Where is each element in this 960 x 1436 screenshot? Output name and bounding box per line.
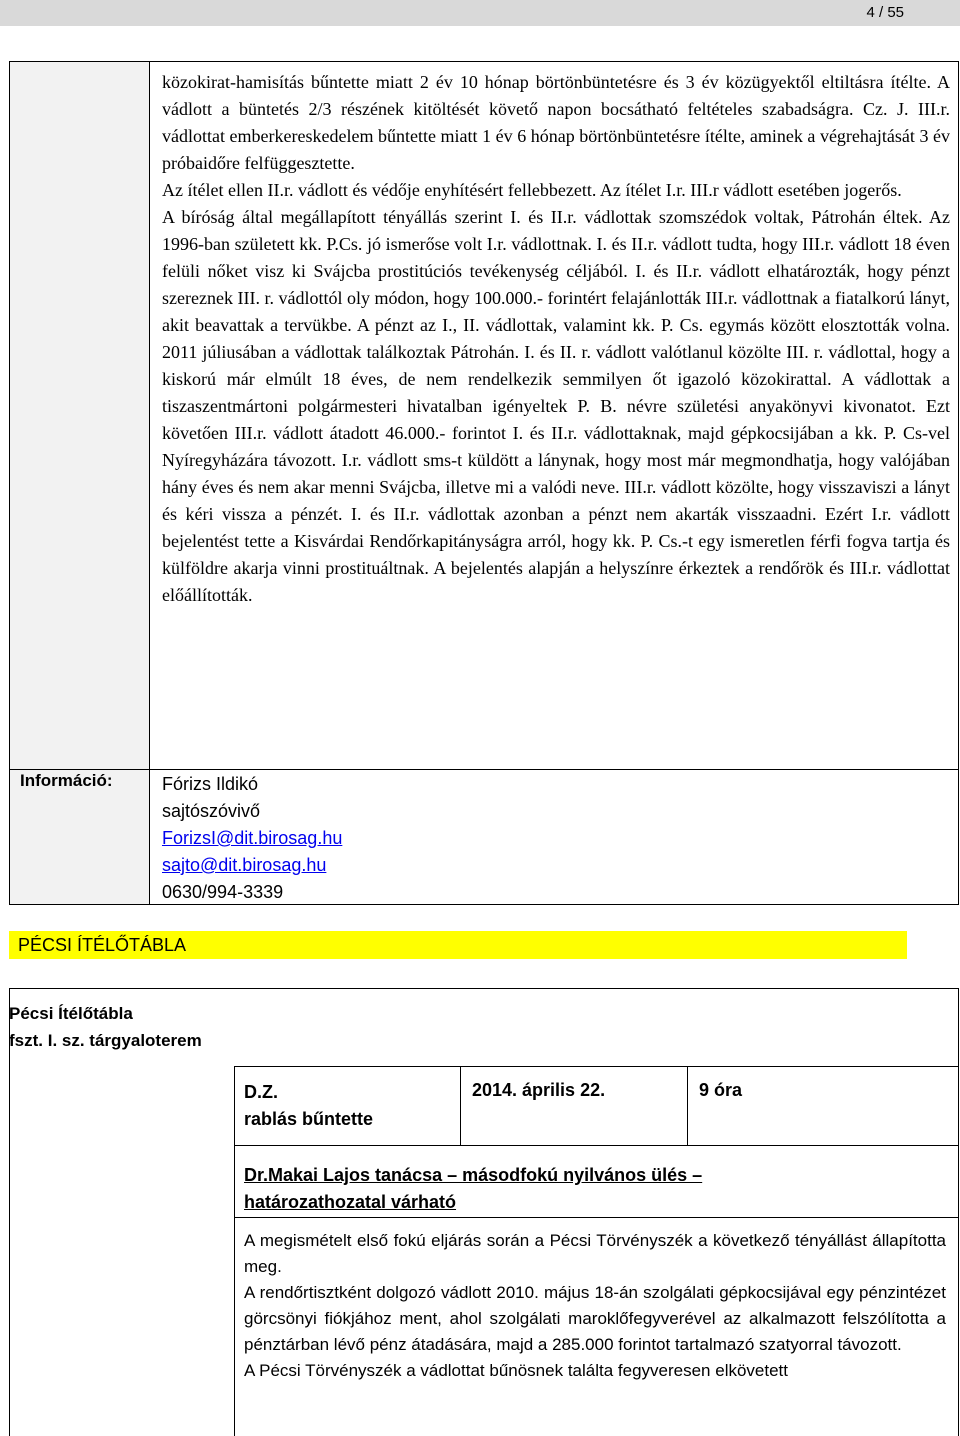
case-crime: rablás bűntette	[244, 1109, 374, 1129]
case-description	[244, 1228, 946, 1384]
summary-paragraph: A bíróság által megállapított tényállás szerint I. és II.r. vádlottak szomszédok voltak, Pátrohán éltek. Az 1996-ban született kk. P.Cs. jó ismerőse volt I.r. vádlottnak. I. és II.r. vádlott tudta, hogy III.r. vádlott 18 éven felüli nőket visz ki Svájcba prostitúciós tevékenység céljából. I. és II.r. vádlott elhatározták, hogy pénzt szereznek III. r. vádlottól oly módon, hogy 100.000.- forintért felajánlották III.r. vádlottnak a fiatalkorú lányt, akit beavattak a tervükbe. A pénzt az I., II. vádlottak, valamint kk. P. Cs. egymás között elosztották volna. 2011 júliusában a vádlottak találkoztak Pátrohán. I. és II. r. vádlott valótlanul közölte III. r. vádlottal, hogy a kiskorú már elmúlt 18 éves, de nem rendelkezik semmilyen őt igazoló közokirattal. A vádlottak a tiszaszentmártoni polgármesteri hivatalban igényeltek P. B. névre születési anyakönyvi kivonatot. Ezt követően III.r. vádlott átadott 46.000.- forintot I. és II.r. vádlottaknak, majd gépkocsijában a kk. P. Cs-vel Nyíregyházára távozott. I.r. vádlott sms-t küldött a lánynak, hogy most már megmondhatja, hogy valójában hány éves és nem akar menni Svájcba, illetve mi a valódi neve. III.r. vádlott közölte, hogy visszaviszi a lányt és kéri vissza a pénzét. I. és II.r. vádlottak azonban a pénzt nem akarták visszaadni. Ezért I.r. vádlott bejelentést tette a Kisvárdai Rendőrkapitányságra arról, hogy kk. P. Cs.-t egy ismeretlen férfi fogva tartja és külföldre akarja vinni prostituáltnak. A bejelentés alapján a helyszínre érkeztek a rendőrök és III.r. vádlottat előállították.	[162, 207, 950, 605]
contact-role: sajtószóvivő	[162, 801, 261, 821]
case-cell	[234, 1066, 460, 1146]
panel-title: Dr.Makai Lajos tanácsa – másodfokú nyilvános ülés –	[244, 1165, 703, 1185]
page-number: 4 / 55	[0, 0, 960, 26]
description-paragraph: A rendőrtisztként dolgozó vádlott 2010. május 18-án szolgálati gépkocsijával egy pénzintézet görcsönyi fiókjához ment, ahol szolgálati maroklőfegyverével az alkalmazott felszólította a pénztárban lévő pénz átadására, majd a 285.000 forintot tartalmazó szatyorral távozott.	[244, 1283, 946, 1354]
time-cell	[687, 1066, 959, 1146]
courtroom: fszt. I. sz. tárgyaloterem	[9, 1031, 202, 1050]
hearing-date: 2014. április 22.	[472, 1080, 606, 1100]
summary-paragraph: közokirat-hamisítás bűntette miatt 2 év 10 hónap börtönbüntetésre és 3 év közügyektől eltiltásra ítélte. A vádlott a büntetés 2/3 részének kitöltését követő napon bocsátható feltételes szabadságra. Cz. J. III.r. vádlottat emberkereskedelem bűntette miatt 1 év 6 hónap börtönbüntetésre ítélte, aminek a végrehajtását 3 év próbaidőre felfüggesztette.	[162, 72, 950, 173]
panel-cell	[234, 1146, 959, 1218]
contact-phone: 0630/994-3339	[162, 882, 284, 902]
contact-email-link[interactable]: ForizsI@dit.birosag.hu	[162, 828, 343, 848]
court-header	[9, 1000, 359, 1054]
summary-paragraph: Az ítélet ellen II.r. vádlott és védője enyhítésért fellebbezett. Az ítélet I.r. III.r vádlott esetében jogerős.	[162, 180, 902, 200]
case-id: D.Z.	[244, 1082, 278, 1102]
hearing-time: 9 óra	[699, 1080, 743, 1100]
description-cell	[234, 1218, 959, 1436]
info-label: Információ:	[20, 771, 113, 790]
court-banner: PÉCSI ÍTÉLŐTÁBLA	[9, 931, 907, 959]
press-email-link[interactable]: sajto@dit.birosag.hu	[162, 855, 327, 875]
panel-note: határozathozatal várható	[244, 1192, 457, 1212]
description-paragraph: A megismételt első fokú eljárás során a Pécsi Törvényszék a következő tényállást állapította meg.	[244, 1231, 946, 1276]
info-table	[9, 61, 959, 905]
case-table	[234, 1066, 959, 1436]
contact-block	[162, 771, 942, 906]
date-cell	[460, 1066, 687, 1146]
court-name: Pécsi Ítélőtábla	[9, 1004, 133, 1023]
contact-name: Fórizs Ildikó	[162, 774, 259, 794]
case-summary-text	[162, 69, 950, 609]
row-divider	[10, 769, 958, 770]
description-paragraph: A Pécsi Törvényszék a vádlottat bűnösnek találta fegyveresen elkövetett	[244, 1361, 788, 1380]
